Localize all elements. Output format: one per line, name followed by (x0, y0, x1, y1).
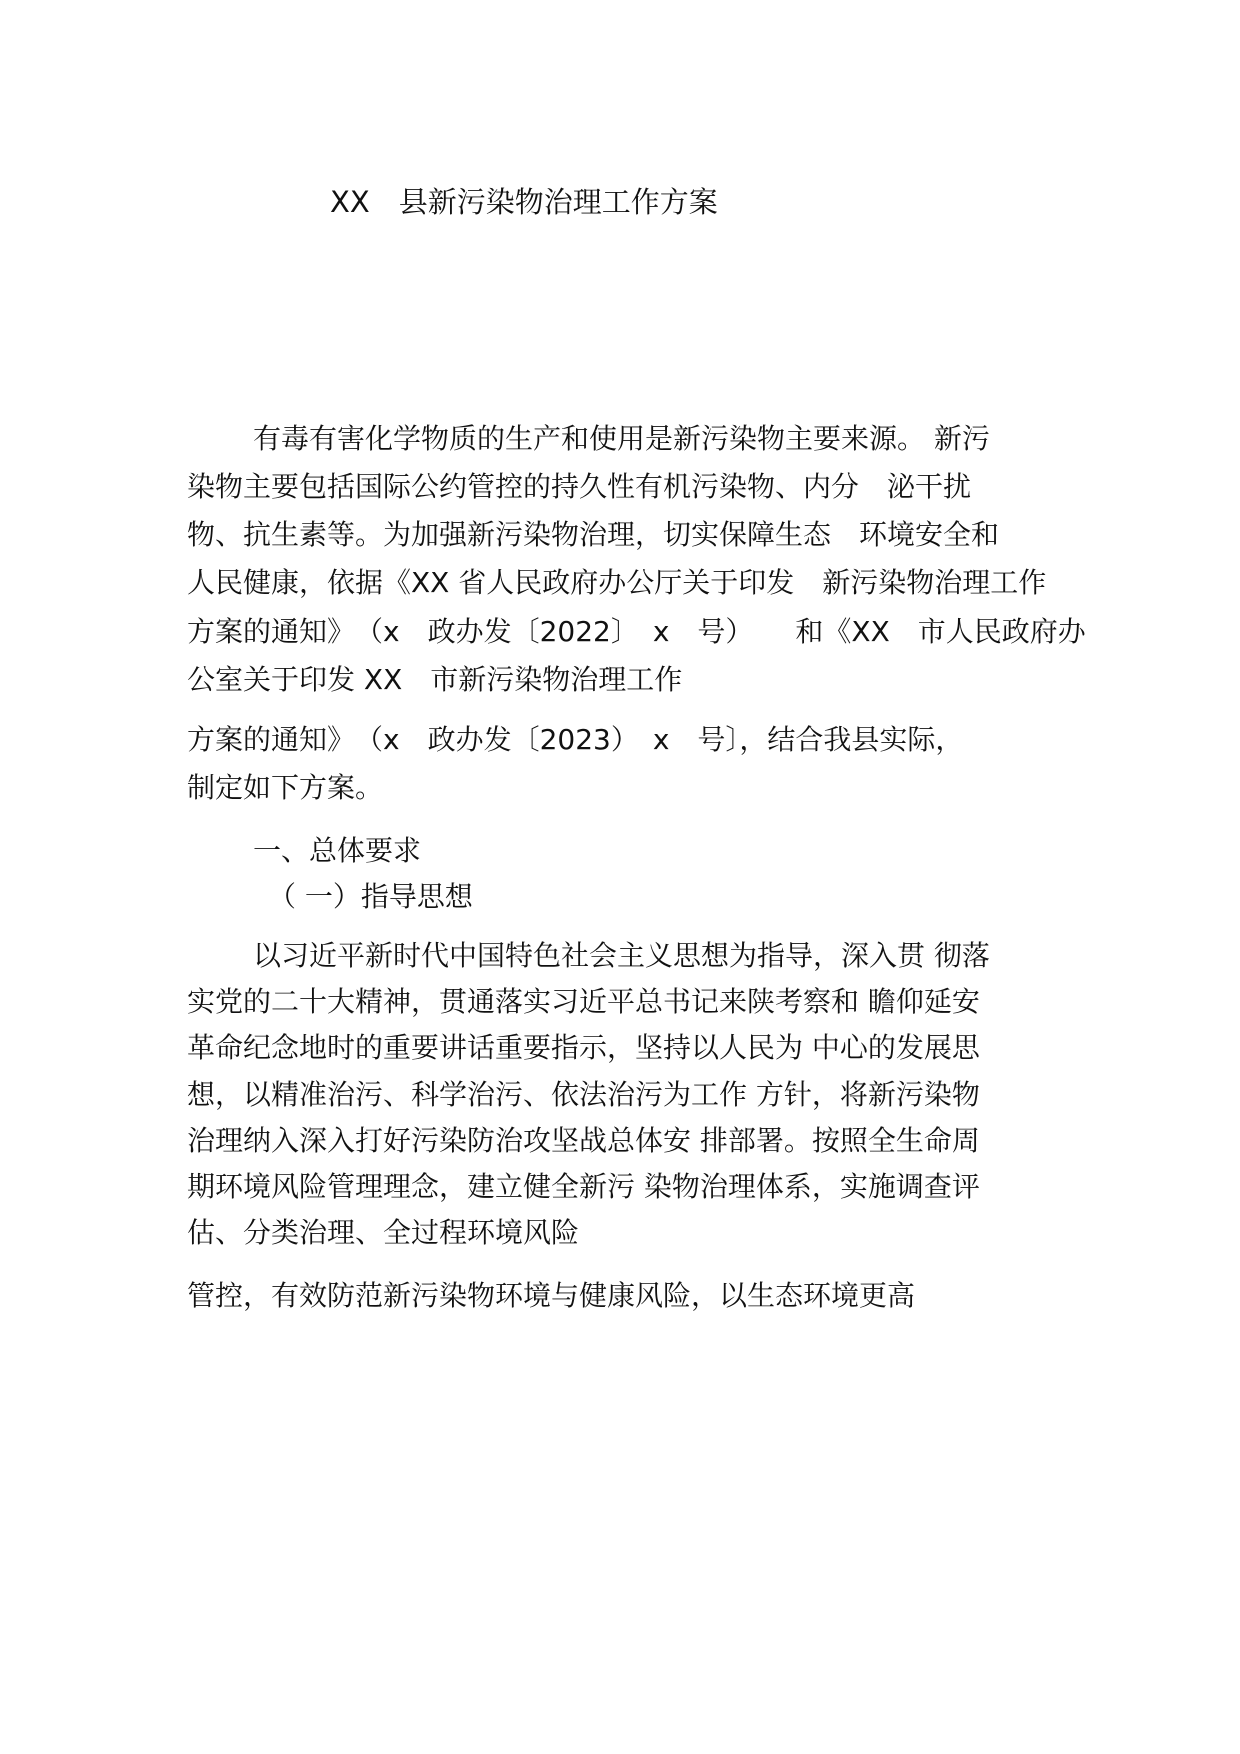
paragraph-line: 管控，有效防范新污染物环境与健康风险，以生态环境更高 (187, 1279, 916, 1312)
paragraph-line: 想，以精准治污、科学治污、依法治污为工作 方针，将新污染物 (187, 1078, 980, 1111)
paragraph-line: 物、抗生素等。为加强新污染物治理，切实保障生态 环境安全和 (187, 518, 1000, 551)
paragraph-line: 方案的通知》 （x 政办发〔2023） x 号〕，结合我县实际， (187, 723, 964, 756)
paragraph-line: 估、分类治理、全过程环境风险 (187, 1216, 580, 1249)
subsection-heading: （ 一）指导思想 (268, 880, 473, 913)
paragraph-line: 人民健康，依据《XX 省人民政府办公厅关于印发 新污染物治理工作 (187, 566, 1047, 599)
paragraph-line: 制定如下方案。 (187, 771, 384, 804)
document-title: XX 县新污染物治理工作方案 (330, 185, 718, 219)
paragraph-line: 以习近平新时代中国特色社会主义思想为指导，深入贯 彻落 (253, 939, 990, 972)
paragraph-line: 公室关于印发 XX 市新污染物治理工作 (187, 663, 683, 696)
paragraph-line: 实党的二十大精神，贯通落实习近平总书记来陕考察和 瞻仰延安 (187, 985, 980, 1018)
paragraph-line: 有毒有害化学物质的生产和使用是新污染物主要来源。 新污 (253, 422, 990, 455)
paragraph-line: 革命纪念地时的重要讲话重要指示，坚持以人民为 中心的发展思 (187, 1031, 980, 1064)
paragraph-line: 染物主要包括国际公约管控的持久性有机污染物、内分 泌干扰 (187, 470, 972, 503)
paragraph-line: 方案的通知》 （x 政办发〔2022〕 x 号） 和《XX 市人民政府办 (187, 615, 1086, 648)
section-heading: 一、总体要求 (253, 834, 422, 867)
paragraph-line: 期环境风险管理理念，建立健全新污 染物治理体系，实施调查评 (187, 1170, 980, 1203)
paragraph-line: 治理纳入深入打好污染防治攻坚战总体安 排部署。按照全生命周 (187, 1124, 980, 1157)
